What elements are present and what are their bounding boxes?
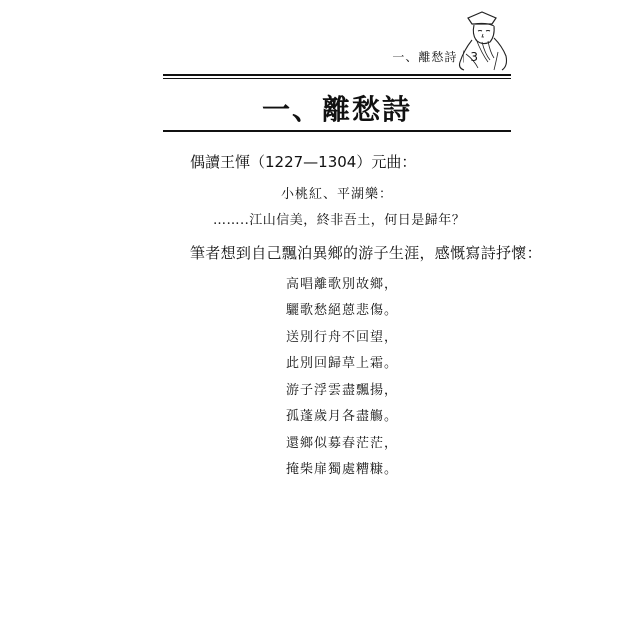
poem-line: 游子浮雲盡飄揚， <box>286 383 399 398</box>
poem-line: 還鄉似募春茫茫， <box>286 436 399 451</box>
title-rule <box>163 130 511 132</box>
header-rule-thin <box>163 78 511 79</box>
chapter-title: 一、離愁詩 <box>261 93 412 126</box>
poem-line: 驪歌愁絕蒽悲傷。 <box>286 303 399 318</box>
poem-line: 掩柴扉獨處糟糠。 <box>286 462 399 477</box>
header-rule-thick <box>163 74 511 76</box>
qu-title: 小桃紅、平湖樂： <box>281 187 394 202</box>
qu-quote: ……..江山信美，終非吾土，何日是歸年？ <box>213 213 466 228</box>
poem-line: 送別行舟不回望， <box>286 330 399 345</box>
poem-line: 高唱離歌別故鄉， <box>286 277 399 292</box>
intro-text: 偶讀王惲（1227—1304）元曲： <box>190 153 417 171</box>
writer-text: 筆者想到自己飄泊異鄉的游子生涯，感慨寫詩抒懷： <box>190 244 542 262</box>
poem-line: 孤蓬歲月各盡觴。 <box>286 409 399 424</box>
running-header: 一、離愁詩｜3 <box>392 50 479 64</box>
scholar-portrait-icon <box>438 10 510 72</box>
poem-line: 此別回歸草上霜。 <box>286 356 399 371</box>
